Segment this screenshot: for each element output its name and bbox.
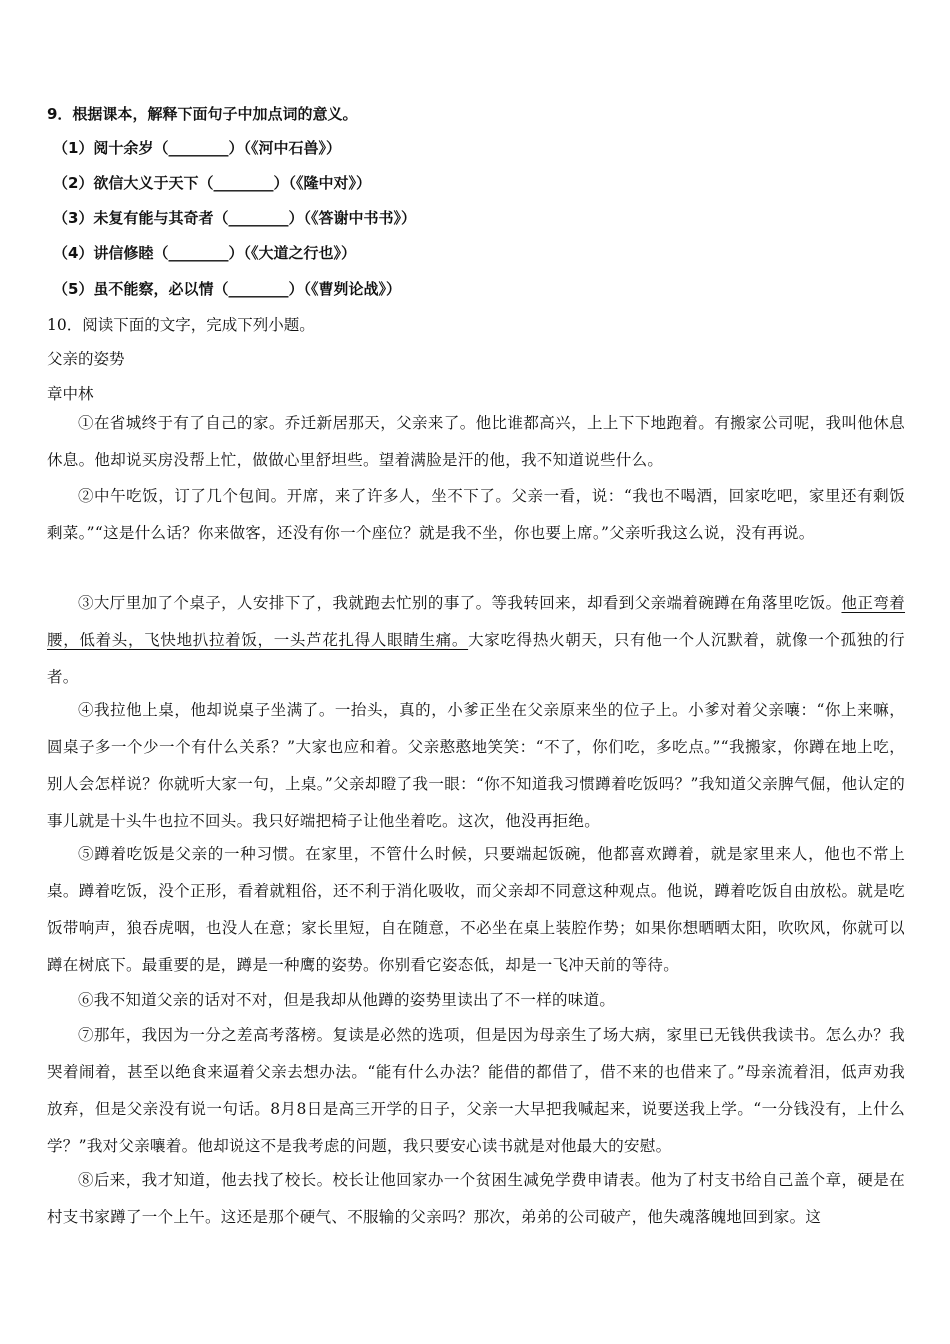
paragraph-3: [47, 585, 905, 696]
essay-author: 章中林: [47, 385, 94, 403]
question-9-item-2: （2）欲信大义于天下（________）（《隆中对》）: [53, 174, 371, 192]
paragraph-7: ⑦那年，我因为一分之差高考落榜。复读是必然的选项，但是因为母亲生了场大病，家里已无钱供我读书。怎么办？我哭着闹着，甚至以绝食来逼着父亲去想办法。“能有什么办法？能借的都借了，借不来的也借来了。”母亲流着泪，低声劝我放弃，但是父亲没有说一句话。8月8日是高三开学的日子，父亲一大早把我喊起来，说要送我上学。“一分钱没有，上什么学？”我对父亲嚷着。他却说这不是我考虑的问题，我只要安心读书就是对他最大的安慰。: [47, 1026, 905, 1155]
question-9-item-4: （4）讲信修睦（________）（《大道之行也》）: [53, 244, 356, 262]
paragraph-2: ②中午吃饭，订了几个包间。开席，来了许多人，坐不下了。父亲一看，说：“我也不喝酒，回家吃吧，家里还有剩饭剩菜。”“这是什么话？你来做客，还没有你一个座位？就是我不坐，你也要上席。”父亲听我这么说，没有再说。: [47, 487, 905, 542]
question-9-item-1: （1）阅十余岁（________）（《河中石兽》）: [53, 139, 341, 157]
paragraph-1: ①在省城终于有了自己的家。乔迁新居那天，父亲来了。他比谁都高兴，上上下下地跑着。有搬家公司呢，我叫他休息休息。他却说买房没帮上忙，做做心里舒坦些。望着满脸是汗的他，我不知道说些什么。: [47, 414, 905, 469]
paragraph-6: ⑥我不知道父亲的话对不对，但是我却从他蹲的姿势里读出了不一样的味道。: [78, 991, 616, 1009]
paragraph-4: ④我拉他上桌，他却说桌子坐满了。一抬头，真的，小爹正坐在父亲原来坐的位子上。小爹对着父亲嚷：“你上来嘛，圆桌子多一个少一个有什么关系？”大家也应和着。父亲憨憨地笑笑：“不了，你们吃，多吃点。”“我搬家，你蹲在地上吃，别人会怎样说？你就听大家一句，上桌。”父亲却瞪了我一眼：“你不知道我习惯蹲着吃饭吗？”我知道父亲脾气倔，他认定的事儿就是十头牛也拉不回头。我只好端把椅子让他坐着吃。这次，他没再拒绝。: [47, 701, 905, 830]
essay-title: 父亲的姿势: [47, 350, 125, 368]
paragraph-3-underlined-sentence: 他正弯着腰，低着头，飞快地扒拉着饭，一头芦花扎得人眼睛生痛。: [47, 594, 906, 649]
question-9-item-3: （3）未复有能与其奇者（________）（《答谢中书书》）: [53, 209, 416, 227]
paragraph-3-text-a: ③大厅里加了个桌子，人安排下了，我就跑去忙别的事了。等我转回来，却看到父亲端着碗蹲在角落里吃饭。: [78, 594, 842, 612]
paragraph-5: ⑤蹲着吃饭是父亲的一种习惯。在家里，不管什么时候，只要端起饭碗，他都喜欢蹲着，就是家里来人，他也不常上桌。蹲着吃饭，没个正形，看着就粗俗，还不利于消化吸收，而父亲却不同意这种观点。他说，蹲着吃饭自由放松。就是吃饭带响声，狼吞虎咽，也没人在意；家长里短，自在随意，不必坐在桌上装腔作势；如果你想晒晒太阳，吹吹风，你就可以蹲在树底下。最重要的是，蹲是一种鹰的姿势。你别看它姿态低，却是一飞冲天前的等待。: [47, 845, 905, 974]
paragraph-8: ⑧后来，我才知道，他去找了校长。校长让他回家办一个贫困生减免学费申请表。他为了村支书给自己盖个章，硬是在村支书家蹲了一个上午。这还是那个硬气、不服输的父亲吗？那次，弟弟的公司破产，他失魂落魄地回到家。这: [47, 1171, 905, 1226]
question-10-intro: 10．阅读下面的文字，完成下列小题。: [47, 316, 315, 334]
question-9-item-5: （5）虽不能察，必以情（________）（《曹刿论战》）: [53, 280, 401, 298]
paragraph-3-text-b: 大家吃得热火朝天，只有他一个人沉默着，就像一个孤独的行者。: [47, 631, 905, 686]
question-9-title: 9．根据课本，解释下面句子中加点词的意义。: [47, 105, 358, 123]
